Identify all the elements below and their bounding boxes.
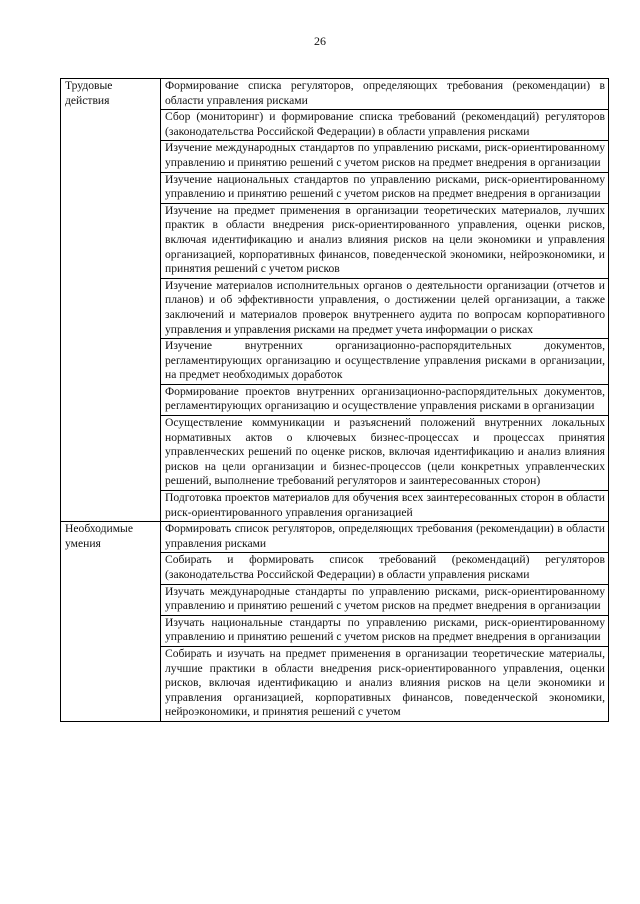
page-number: 26 xyxy=(314,34,326,48)
section-label-labor-actions: Трудовые действия xyxy=(61,79,161,522)
list-item: Изучение международных стандартов по управлению рисками, риск-ориентированному управлению и принятию решений с учетом рисков на предмет внедрения в организации xyxy=(161,141,609,172)
section-label-required-skills: Необходимые умения xyxy=(61,522,161,722)
list-item: Изучать национальные стандарты по управлению рисками, риск-ориентированному управлению и принятию решений с учетом рисков на предмет внедрения в организации xyxy=(161,615,609,646)
list-item: Собирать и формировать список требований (рекомендаций) регуляторов (законодательства Российской Федерации) в области управления рисками xyxy=(161,553,609,584)
list-item: Изучение на предмет применения в организации теоретических материалов, лучших практик в области внедрения риск-ориентированного управления, оценки рисков, включая идентификацию и анализ влияния рисков на цели экономики и управления организацией, корпоративных финансов, поведенческой экономики, нейроэкономики, и принятия решений с учетом рисков xyxy=(161,203,609,278)
list-item: Формировать список регуляторов, определяющих требования (рекомендации) в области управления рисками xyxy=(161,522,609,553)
list-item: Изучать международные стандарты по управлению рисками, риск-ориентированному управлению и принятию решений с учетом рисков на предмет внедрения в организации xyxy=(161,584,609,615)
list-item: Сбор (мониторинг) и формирование списка требований (рекомендаций) регуляторов (законодательства Российской Федерации) в области управления рисками xyxy=(161,110,609,141)
list-item: Собирать и изучать на предмет применения в организации теоретические материалы, лучшие практики в области внедрения риск-ориентированного управления, оценки рисков, включая идентификацию и анализ влияния рисков на цели экономики и управления организацией, корпоративных финансов, поведенческой экономики, нейроэкономики, и принятия решений с учетом xyxy=(161,646,609,721)
list-item: Подготовка проектов материалов для обучения всех заинтересованных сторон в области риск-ориентированного управления организацией xyxy=(161,491,609,522)
table-row xyxy=(61,522,609,553)
list-item: Изучение национальных стандартов по управлению рисками, риск-ориентированному управлению и принятию решений с учетом рисков на предмет внедрения в организации xyxy=(161,172,609,203)
competency-table xyxy=(60,78,609,722)
list-item: Формирование списка регуляторов, определяющих требования (рекомендации) в области управления рисками xyxy=(161,79,609,110)
table-row xyxy=(61,79,609,110)
list-item: Осуществление коммуникации и разъяснений положений внутренних локальных нормативных актов о ключевых бизнес-процессах и процессах принятия управленческих решений по оценке рисков, включая идентификацию и анализ влияния рисков на цели организации и бизнес-процессов (цели конкретных управленческих решений, выполнение требований регуляторов и заинтересованных сторон) xyxy=(161,416,609,491)
list-item: Изучение материалов исполнительных органов о деятельности организации (отчетов и планов) и об эффективности управления, о достижении целей организации, а также заключений и материалов проверок внутреннего аудита по вопросам корпоративного управления и управления рисками на предмет учета информации о рисках xyxy=(161,278,609,338)
list-item: Изучение внутренних организационно-распорядительных документов, регламентирующих организацию и осуществление управления рисками в организации, на предмет необходимых доработок xyxy=(161,339,609,385)
list-item: Формирование проектов внутренних организационно-распорядительных документов, регламентирующих организацию и осуществление управления рисками в организации xyxy=(161,384,609,415)
